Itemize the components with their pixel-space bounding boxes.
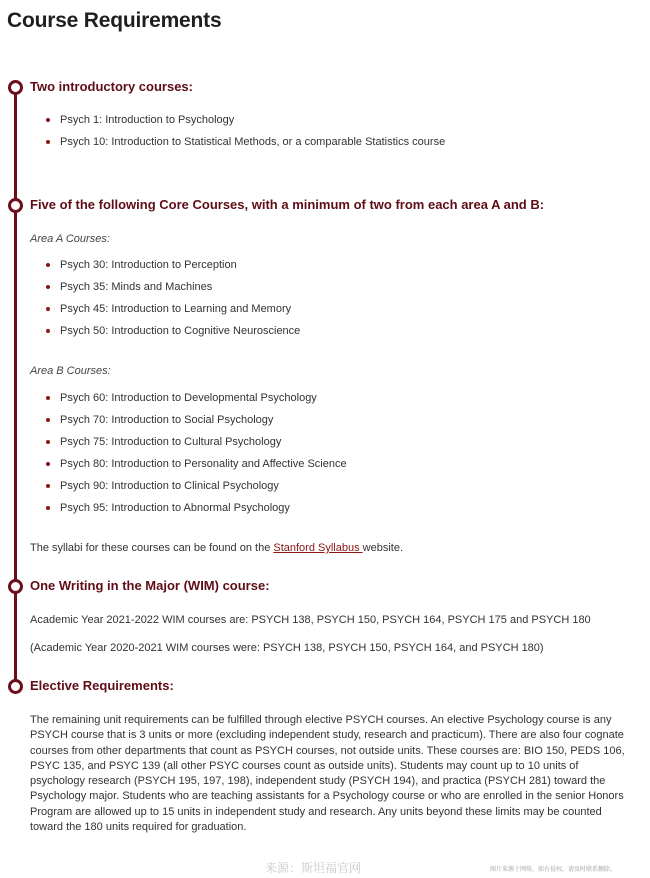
list-item: Psych 95: Introduction to Abnormal Psychology xyxy=(46,501,347,523)
elective-description: The remaining unit requirements can be fulfilled through elective PSYCH courses. An elective Psychology course is any PSYCH course that is 3 units or more (excluding independent study, research and practicum). There are also four cognate courses from other departments that count as PSYCH courses, not outside units. These courses are: BIO 150, PEDS 106, PSYC 135, and PSYC 139 (all other PSYC courses count as outside units). Students may count up to 10 units of psychology research (PSYCH 195, 197, 198), independent study (PSYCH 194), and practica (PSYCH 281) toward the Psychology major. Students who are teaching assistants for a Psychology course or who are enrolled in the senior Honors Program are allowed up to 15 units in independent study and research. Any units beyond these limits may be counted toward the 180 units required for graduation. xyxy=(30,714,625,834)
timeline-dot-icon xyxy=(8,579,23,594)
area-b-course-list xyxy=(46,391,347,523)
section-heading-core: Five of the following Core Courses, with a minimum of two from each area A and B: xyxy=(30,197,545,212)
list-item: Psych 35: Minds and Machines xyxy=(46,280,300,302)
syllabi-prefix: The syllabi for these courses can be found on the xyxy=(30,542,274,554)
list-item: Psych 80: Introduction to Personality and Affective Science xyxy=(46,457,347,479)
list-item: Psych 30: Introduction to Perception xyxy=(46,258,300,280)
copyright-notice: 图片来源于网络，如有侵权，请及时联系删除。 xyxy=(490,867,617,873)
timeline-dot-icon xyxy=(8,198,23,213)
page-title: Course Requirements xyxy=(7,9,222,32)
syllabi-suffix: website. xyxy=(362,542,404,554)
wim-current-year: Academic Year 2021-2022 WIM courses are: PSYCH 138, PSYCH 150, PSYCH 164, PSYCH 175 and PSYCH 180 xyxy=(30,614,591,626)
syllabi-note xyxy=(30,541,403,555)
timeline-dot-icon xyxy=(8,679,23,694)
list-item: Psych 45: Introduction to Learning and Memory xyxy=(46,302,300,324)
source-watermark: 来源：斯坦福官网 xyxy=(265,861,362,875)
stanford-syllabus-link[interactable]: Stanford Syllabus xyxy=(273,542,363,554)
area-a-course-list xyxy=(46,258,300,346)
section-heading-elective: Elective Requirements: xyxy=(30,678,174,693)
list-item: Psych 10: Introduction to Statistical Methods, or a comparable Statistics course xyxy=(46,135,445,157)
intro-course-list xyxy=(46,113,445,157)
list-item: Psych 70: Introduction to Social Psychology xyxy=(46,413,347,435)
list-item: Psych 90: Introduction to Clinical Psychology xyxy=(46,479,347,501)
area-a-label: Area A Courses: xyxy=(30,233,110,245)
list-item: Psych 1: Introduction to Psychology xyxy=(46,113,445,135)
timeline-line xyxy=(14,86,17,688)
section-heading-intro: Two introductory courses: xyxy=(30,79,193,94)
wim-previous-year: (Academic Year 2020-2021 WIM courses were: PSYCH 138, PSYCH 150, PSYCH 164, and PSYCH 180) xyxy=(30,642,544,654)
list-item: Psych 50: Introduction to Cognitive Neuroscience xyxy=(46,324,300,346)
timeline-dot-icon xyxy=(8,80,23,95)
area-b-label: Area B Courses: xyxy=(30,365,111,377)
section-heading-wim: One Writing in the Major (WIM) course: xyxy=(30,578,270,593)
list-item: Psych 75: Introduction to Cultural Psychology xyxy=(46,435,347,457)
list-item: Psych 60: Introduction to Developmental Psychology xyxy=(46,391,347,413)
